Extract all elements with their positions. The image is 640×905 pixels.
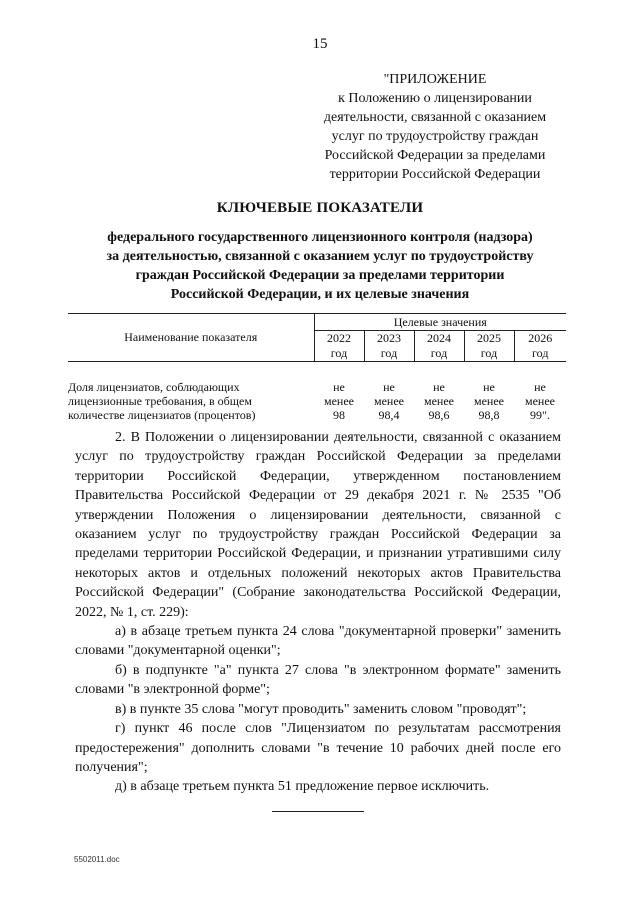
paragraph-subitem-b: б) в подпункте "а" пункта 27 слова "в электронном формате" заменить словами "в электронной форме"; — [75, 662, 561, 698]
target-value-2026: не менее 99". — [525, 380, 555, 422]
subtitle-line: за деятельностью, связанной с оказанием услуг по трудоустройству — [106, 249, 534, 264]
subtitle-line: федерального государственного лицензионного контроля (надзора) — [107, 230, 533, 245]
year-header-2025: 2025 год — [464, 331, 514, 362]
target-values-header: Целевые значения — [314, 314, 566, 331]
body-text — [75, 428, 561, 797]
subtitle-line: граждан Российской Федерации за пределами территории — [135, 268, 505, 283]
document-title: КЛЮЧЕВЫЕ ПОКАЗАТЕЛИ — [216, 200, 424, 216]
target-value-2022: не менее 98 — [324, 380, 354, 422]
appendix-line: "ПРИЛОЖЕНИЕ — [383, 72, 487, 87]
page-number: 15 — [312, 36, 328, 52]
appendix-line: услуг по трудоустройству граждан — [331, 129, 539, 144]
indicators-table — [68, 313, 566, 422]
indicator-name-header: Наименование показателя — [68, 314, 314, 362]
table-row — [68, 380, 566, 422]
year-header-2026: 2026 год — [514, 331, 566, 362]
appendix-line: к Положению о лицензировании — [338, 91, 532, 106]
target-value-2023: не менее 98,4 — [374, 380, 404, 422]
paragraph-subitem-g: г) пункт 46 после слов "Лицензиатом по результатам рассмотрения предостережения" дополнить словами "в течение 10 рабочих дней после его получения"; — [75, 721, 561, 775]
target-value-2024: не менее 98,6 — [424, 380, 454, 422]
end-separator-line — [272, 811, 364, 812]
paragraph-subitem-v: в) в пункте 35 слова "могут проводить" заменить словом "проводят"; — [115, 701, 527, 717]
appendix-line: территории Российской Федерации — [329, 167, 541, 182]
subtitle-line: Российской Федерации, и их целевые значения — [170, 287, 470, 302]
year-header-2024: 2024 год — [414, 331, 464, 362]
year-header-2022: 2022 год — [314, 331, 364, 362]
appendix-line: деятельности, связанной с оказанием — [323, 110, 547, 125]
paragraph-subitem-d: д) в абзаце третьем пункта 51 предложение первое исключить. — [115, 779, 490, 795]
appendix-line: Российской Федерации за пределами — [324, 148, 546, 163]
paragraph-item-2: 2. В Положении о лицензировании деятельности, связанной с оказанием услуг по трудоустройству граждан Российской Федерации за пределами территории Российской Федерации, утвержденном постановлением Правительства Российской Федерации от 29 декабря 2021 г. № 2535 "Об утверждении Положения о лицензировании деятельности, связанной с оказанием услуг по трудоустройству граждан Российской Федерации за пределами территории Российской Федерации, и признании утратившими силу некоторых актов и отдельных положений некоторых актов Правительства Российской Федерации" (Собрание законодательства Российской Федерации, 2022, № 1, ст. 229): — [75, 430, 561, 620]
document-subtitle — [75, 228, 565, 304]
paragraph-subitem-a: а) в абзаце третьем пункта 24 слова "документарной проверки" заменить словами "документарной оценки"; — [75, 624, 561, 659]
target-value-2025: не менее 98,8 — [474, 380, 504, 422]
year-header-2023: 2023 год — [364, 331, 414, 362]
appendix-heading — [300, 70, 570, 184]
file-name-footer: 5502011.doc — [74, 855, 120, 864]
indicator-name: Доля лицензиатов, соблюдающих лицензионные требования, в общем количестве лицензиатов (процентов) — [68, 380, 256, 422]
